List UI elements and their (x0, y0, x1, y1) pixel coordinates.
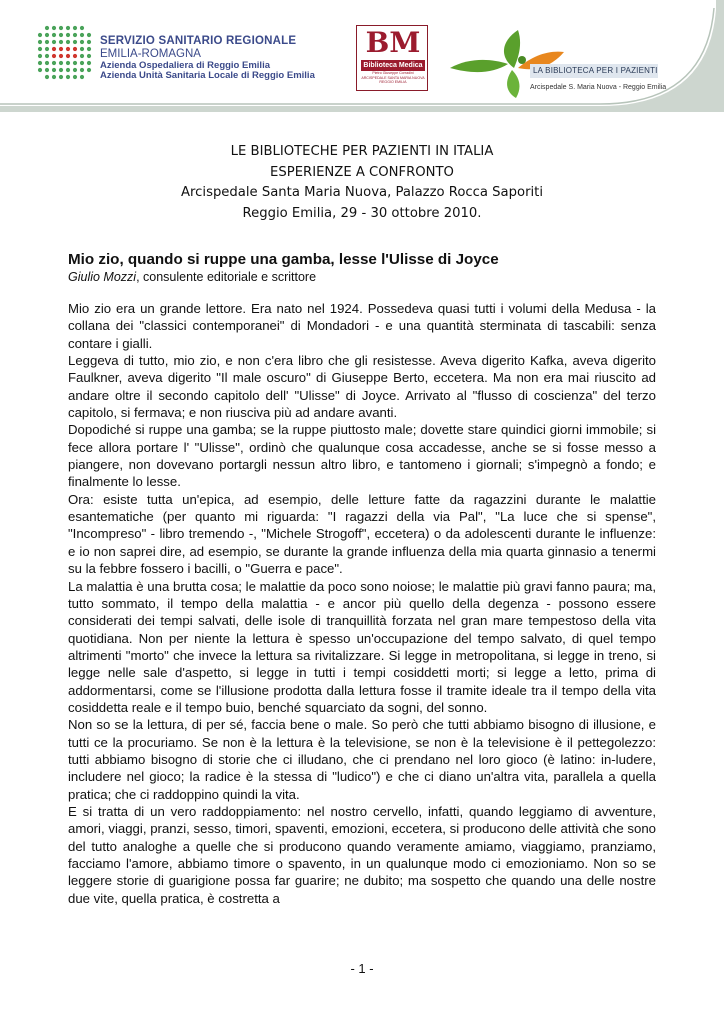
ssr-dot (59, 47, 63, 51)
ssr-dot (80, 26, 84, 30)
ssr-dot (52, 61, 56, 65)
paragraph: Dopodiché si ruppe una gamba; se la ruppe piuttosto male; dovette stare quindici giorni immobile; si fece allora portare l' "Ulisse", ordinò che qualunque cosa accadesse, anche se si fosse messo a piangere, non dovevano portargli nessun altro libro, e tantomeno i giornali; s'impegnò a fondo; e finalmente lo lesse. (68, 422, 656, 490)
ssr-dot (87, 54, 91, 58)
ssr-dot (66, 75, 70, 79)
ssr-dot (73, 61, 77, 65)
ssr-dot (38, 54, 42, 58)
author-name: Giulio Mozzi (68, 270, 137, 284)
paragraph: Mio zio era un grande lettore. Era nato nel 1924. Possedeva quasi tutti i volumi della Medusa - la collana dei "classici contemporanei" di Mondadori - e una quantità sterminata di tascabili: senza contare i gialli. (68, 301, 656, 351)
ssr-dot (45, 68, 49, 72)
ssr-dot (52, 54, 56, 58)
ssr-dot (59, 26, 63, 30)
ssr-dot (59, 68, 63, 72)
conference-subtitle: ESPERIENZE A CONFRONTO (270, 164, 454, 180)
ssr-dot (45, 33, 49, 37)
ssr-dot (73, 47, 77, 51)
ssr-dot (73, 75, 77, 79)
ssr-dot (80, 68, 84, 72)
ssr-region: EMILIA-ROMAGNA (100, 47, 201, 60)
ssr-dot (73, 26, 77, 30)
ssr-dot (52, 47, 56, 51)
ssr-dot (73, 40, 77, 44)
ssr-dot (59, 33, 63, 37)
ssr-name: SERVIZIO SANITARIO REGIONALE (100, 35, 297, 47)
ssr-dot (80, 54, 84, 58)
paragraph: Non so se la lettura, di per sé, faccia bene o male. So però che tutti abbiamo bisogno di illusione, e tutti ce la procuriamo. Se non è la lettura è la televisione, se non è la televisione è il pettegolezzo: tutti abbiamo bisogno di storie che ci illudano, che ci prendano nel loro gioco (è latino: in-ludere, includere nel gioco; la radice è la stessa di "ludico") e che ci diano un'altra vita, parallela a quella pratica; che ci raddoppino quindi la vita. (68, 717, 656, 802)
ssr-dot (38, 40, 42, 44)
ssr-dot (73, 68, 77, 72)
bm-name: Biblioteca Medica (361, 60, 425, 71)
ssr-dot (66, 54, 70, 58)
ssr-dot (52, 68, 56, 72)
ssr-dot (52, 26, 56, 30)
ssr-dots-icon (36, 24, 94, 82)
ssr-dot (66, 47, 70, 51)
conference-heading (0, 142, 724, 224)
ssr-dot (38, 61, 42, 65)
ssr-dot (87, 47, 91, 51)
ssr-dot (66, 61, 70, 65)
ssr-dot (66, 40, 70, 44)
ssr-dot (45, 26, 49, 30)
article-title: Mio zio, quando si ruppe una gamba, lesse l'Ulisse di Joyce (68, 251, 499, 268)
biblioteca-medica-logo (356, 25, 428, 91)
ssr-dot (45, 75, 49, 79)
ssr-dot (59, 54, 63, 58)
conference-title: LE BIBLIOTECHE PER PAZIENTI IN ITALIA (230, 144, 494, 159)
ssr-dot (45, 47, 49, 51)
article-body (68, 300, 656, 907)
ssr-hospital-agency: Azienda Ospedaliera di Reggio Emilia (100, 59, 270, 71)
ssr-dot (59, 61, 63, 65)
ssr-dot (59, 75, 63, 79)
author-role: , consulente editoriale e scrittore (136, 270, 317, 284)
paragraph: La malattia è una brutta cosa; le malattie da poco sono noiose; le malattie più gravi fanno paura; ma, tutto sommato, il tempo della malattia - e ancor più quello della degenza - possono essere considerati dei tempi salvati, delle isole di tranquillità forzata nel gran mare tempestoso della vita quotidiana. Non per niente la lettura è spesso un'occupazione del tempo salvato, di quel tempo altrimenti "morto" che invece la lettura sa rivitalizzare. Si legge in metropolitana, si legge in treno, si legge nelle sale d'aspetto, si legge in tutti i tempi cosiddetti morti; si legge a letto, prima di addormentarsi, come se l'illusione prodotta dalla lettura fosse il tramite ideale tra il tempo della vita cosiddetta reale e il tempo buio, benché squarciato da sogni, del sonno. (68, 578, 656, 715)
bm-subtitle-2: ARCISPEDALE SANTA MARIA NUOVA (361, 75, 425, 80)
ssr-dot (80, 47, 84, 51)
bm-subtitle (359, 71, 427, 85)
paragraph: E si tratta di un vero raddoppiamento: nel nostro cervello, infatti, quando leggiamo di avventure, amori, viaggi, pranzi, sesso, timori, spaventi, emozioni, eccetera, si producono delle attività che sono del tutto analoghe a quelle che si producono quando veramente amiamo, viaggiamo, pranziamo, facciamo l'amore, abbiamo timore o spavento, in un qualunque modo ci emozioniamo. Non so se leggere storie di guarigione possa far guarire; ne dubito; ma sospetto che quando una delle nostre due vite, quella pratica, è costretta a (68, 803, 656, 906)
lbp-title: LA BIBLIOTECA PER I PAZIENTI (533, 66, 658, 75)
bm-letters: BM (365, 26, 421, 59)
page-header (0, 0, 724, 112)
ssr-dot (87, 61, 91, 65)
ssr-dot (59, 40, 63, 44)
ssr-dot (45, 54, 49, 58)
ssr-dot (38, 68, 42, 72)
ssr-dot (66, 26, 70, 30)
paragraph: Ora: esiste tutta un'epica, ad esempio, delle letture fatte da ragazzini durante le malattie esantematiche (per quanto mi riguarda: "I ragazzi della via Pal", "La luce che si spense", "Incompreso" - libro tremendo -, "Michele Strogoff", eccetera) o da adolescenti durante le influenze: e io non saprei dire, ad esempio, se durante la grande influenza della mia quarta ginnasio a tenermi su la febbre fossero i bacilli, o "Guerra e pace". (68, 491, 656, 577)
ssr-dot (87, 33, 91, 37)
ssr-logo-text (100, 35, 315, 82)
bm-subtitle-1: Pietro Giuseppe Corradini (372, 71, 414, 75)
conference-venue: Arcispedale Santa Maria Nuova, Palazzo Rocca Saporiti (181, 185, 543, 200)
lbp-subtitle: Arcispedale S. Maria Nuova - Reggio Emilia (530, 84, 667, 91)
ssr-dot (73, 54, 77, 58)
ssr-dot (80, 33, 84, 37)
bm-subtitle-3: REGGIO EMILIA (379, 80, 407, 85)
ssr-dot (80, 61, 84, 65)
ssr-local-agency: Azienda Unità Sanitaria Locale di Reggio Emilia (100, 70, 315, 82)
article-byline (68, 269, 316, 285)
ssr-dot (52, 33, 56, 37)
ssr-dot (80, 75, 84, 79)
ssr-dot (38, 33, 42, 37)
ssr-dot (66, 68, 70, 72)
paragraph: Leggeva di tutto, mio zio, e non c'era libro che gli resistesse. Aveva digerito Kafka, aveva digerito Faulkner, aveva digerito "Il male oscuro" di Giuseppe Berto, eccetera. Ma non era mai riuscito ad andare oltre il secondo capitolo dell' "Ulisse" di Joyce. Arrivato al "flusso di coscienza" del terzo capitolo, si fermava; e non riusciva più ad andare avanti. (68, 353, 656, 421)
ssr-dot (38, 47, 42, 51)
page-number: - 1 - (350, 961, 374, 976)
ssr-dot (80, 40, 84, 44)
ssr-dot (66, 33, 70, 37)
ssr-dot (87, 68, 91, 72)
ssr-dot (52, 75, 56, 79)
conference-date: Reggio Emilia, 29 - 30 ottobre 2010. (242, 205, 482, 221)
ssr-dot (52, 40, 56, 44)
ssr-dot (45, 61, 49, 65)
ssr-dot (73, 33, 77, 37)
ssr-dot (45, 40, 49, 44)
ssr-dot (87, 40, 91, 44)
